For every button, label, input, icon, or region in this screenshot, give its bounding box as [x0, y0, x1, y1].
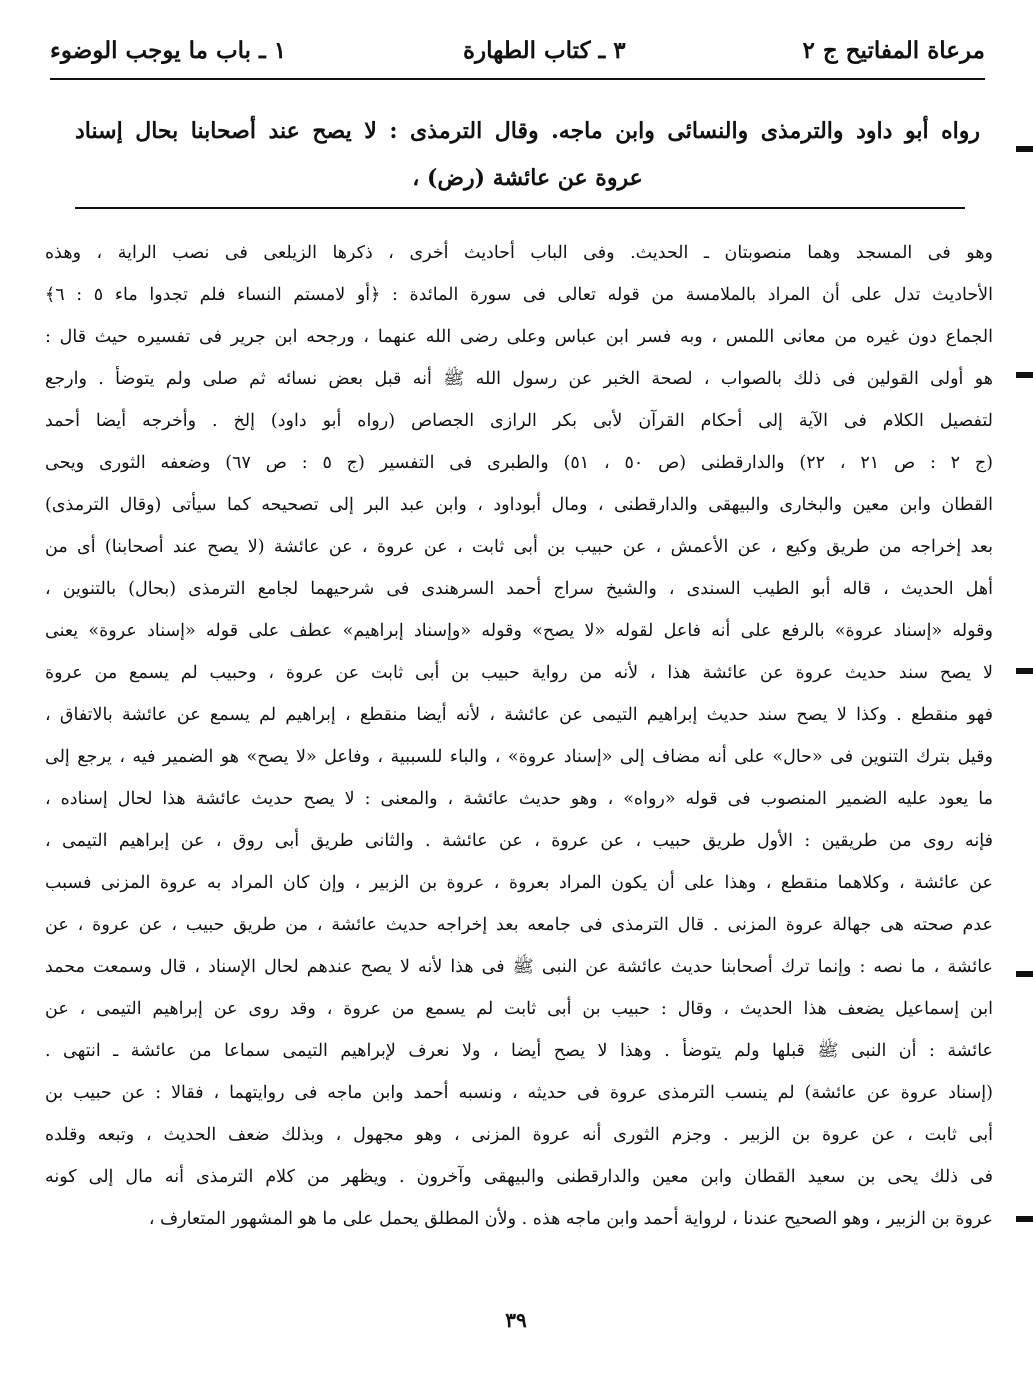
- commentary-line: الجماع دون غيره من معانى اللمس ، وبه فسر ابن عباس وعلى رضى الله عنهما ، ورجحه ابن جرير فى تفسيره حيث قال :: [45, 327, 993, 347]
- margin-mark: [1016, 971, 1033, 977]
- section-title: ١ ـ باب ما يوجب الوضوء: [50, 36, 287, 64]
- commentary-line: عائشة : أن النبى ﷺ قبلها ولم يتوضأ . وهذا لا يصح أيضا ، ولا نعرف لإبراهيم التيمى سماعا من عائشة ـ انتهى .: [45, 1041, 993, 1061]
- hadith-text: [75, 108, 980, 202]
- book-title: مرعاة المفاتيح ج ٢: [802, 36, 985, 64]
- commentary-line: (ج ٢ : ص ٢١ ، ٢٢) والدارقطنى (ص ٥٠ ، ٥١) والطبرى فى التفسير (ج ٥ : ص ٦٧) وضعفه الثورى ويحى: [45, 453, 993, 473]
- commentary-line: وقوله «إسناد عروة» بالرفع على أنه فاعل لقوله «لا يصح» وقوله «وإسناد إبراهيم» عطف على قوله «إسناد عروة» يعنى: [45, 621, 993, 641]
- commentary-line: فإنه روى من طريقين : الأول طريق حبيب ، عن عروة ، عن عائشة . والثانى طريق أبى روق ، عن إبراهيم التيمى ،: [45, 831, 993, 851]
- commentary-line: الأحاديث تدل على أن المراد بالملامسة من قوله تعالى فى سورة المائدة : ﴿أو لامستم النساء فلم تجدوا ماء ٥ : ٦﴾: [45, 285, 993, 305]
- commentary-line: لا يصح سند حديث عروة عن عائشة هذا ، لأنه من رواية حبيب بن أبى ثابت عن عروة ، وحبيب لم يسمع من عروة: [45, 663, 993, 683]
- margin-mark: [1016, 668, 1033, 674]
- commentary-line: عدم صحته هى جهالة عروة المزنى . قال الترمذى فى جامعه بعد إخراجه حديث عائشة ، من طريق حبيب ، عن عروة ، عن: [45, 915, 993, 935]
- commentary-line: (إسناد عروة عن عائشة) لم ينسب الترمذى عروة فى حديثه ، ونسبه أحمد وابن ماجه فى روايتهما ، فقالا : عن حبيب بن: [45, 1083, 993, 1103]
- commentary-line: لتفصيل الكلام فى الآية إلى أحكام القرآن لأبى بكر الرازى الجصاص (رواه أبو داود) إلخ . وأخرجه أيضا أحمد: [45, 411, 993, 431]
- hadith-line: رواه أبو داود والترمذى والنسائى وابن ماجه. وقال الترمذى : لا يصح عند أصحابنا بحال إسناد: [75, 118, 981, 144]
- commentary-line: عن عائشة ، وكلاهما منقطع ، وهذا على أن يكون المراد بعروة ، عروة بن الزبير ، وإن كان المراد به عروة المزنى فسبب: [45, 873, 993, 893]
- running-header: [50, 28, 985, 72]
- commentary-line: عائشة ، ما نصه : وإنما ترك أصحابنا حديث عائشة عن النبى ﷺ فى هذا لأنه لا يصح عندهم لحال الإسناد ، قال وسمعت محمد: [45, 957, 993, 977]
- hadith-commentary-divider: [75, 207, 965, 209]
- header-divider: [50, 78, 985, 80]
- commentary-line: هو أولى القولين فى ذلك بالصواب ، لصحة الخبر عن رسول الله ﷺ أنه قبل بعض نسائه ثم صلى ولم يتوضأ . وارجع: [45, 369, 993, 389]
- commentary-line: ما يعود عليه الضمير المنصوب فى قوله «رواه» ، وهو حديث عائشة ، والمعنى : لا يصح حديث عائشة هذا لحال إسناده ،: [45, 789, 993, 809]
- commentary-line: وقيل بترك التنوين فى «حال» على أنه مضاف إلى «إسناد عروة» ، والباء للسببية ، وفاعل «لا يصح» هو الضمير فيه ، يرجع إلى: [45, 747, 993, 767]
- margin-mark: [1016, 1216, 1033, 1222]
- commentary-line: بعد إخراجه من طريق وكيع ، عن الأعمش ، عن حبيب بن أبى ثابت ، عن عروة ، عن عائشة (لا يصح عند أصحابنا) أى من: [45, 537, 993, 557]
- margin-mark: [1016, 372, 1033, 378]
- commentary-line: وهو فى المسجد وهما منصوبتان ـ الحديث. وفى الباب أحاديث أخرى ، ذكرها الزيلعى فى نصب الراية ، وهذه: [45, 243, 993, 263]
- page-number: ٣٩: [505, 1308, 527, 1332]
- commentary-line: القطان وابن معين والبخارى والبيهقى والدارقطنى ، ومال أبوداود ، وابن عبد البر إلى تصحيحه كما سيأتى (وقال الترمذى): [45, 495, 993, 515]
- commentary-line: فهو منقطع . وكذا لا يصح سند حديث إبراهيم التيمى عن عائشة ، لأنه أيضا منقطع ، إبراهيم لم يسمع عن عائشة بالاتفاق ،: [45, 705, 993, 725]
- commentary-line: ابن إسماعيل يضعف هذا الحديث ، وقال : حبيب بن أبى ثابت لم يسمع من عروة ، وقد روى عن إبراهيم التيمى ، عن: [45, 999, 993, 1019]
- commentary-line: عروة بن الزبير ، وهو الصحيح عندنا ، لرواية أحمد وابن ماجه هذه . ولأن المطلق يحمل على ما هو المشهور المتعارف ،: [148, 1209, 993, 1229]
- commentary-line: أبى ثابت ، عن عروة بن الزبير . وجزم الثورى أنه عروة المزنى ، وهو مجهول ، وبذلك ضعف الحديث ، وتبعه وقلده: [45, 1125, 993, 1145]
- commentary-line: أهل الحديث ، قاله أبو الطيب السندى ، والشيخ سراج أحمد السرهندى فى شرحيهما لجامع الترمذى (بحال) بالتنوين ،: [45, 579, 993, 599]
- commentary-text: [45, 232, 993, 1240]
- chapter-title: ٣ ـ كتاب الطهارة: [462, 36, 626, 64]
- hadith-line: عروة عن عائشة (رض) ،: [412, 165, 643, 191]
- commentary-line: فى ذلك يحى بن سعيد القطان وابن معين والدارقطنى والبيهقى وآخرون . ويظهر من كلام الترمذى أنه مال إلى كونه: [45, 1167, 993, 1187]
- margin-mark: [1016, 146, 1033, 152]
